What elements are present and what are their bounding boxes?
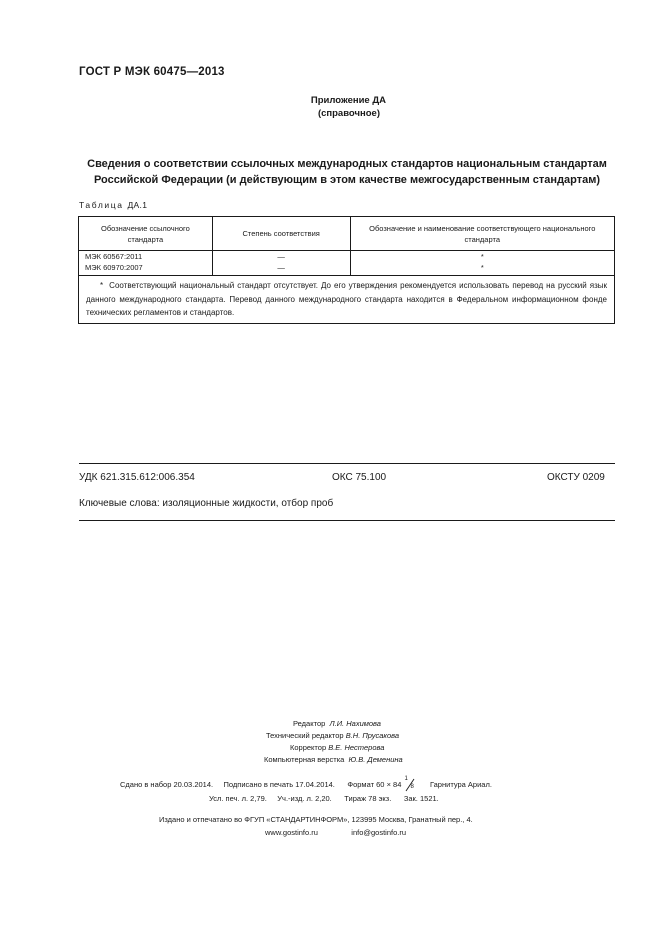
table-cell-standard: МЭК 60970:2007 (79, 262, 213, 276)
imprint-website: www.gostinfo.ru (265, 828, 318, 837)
credit-tech-editor-name: В.Н. Прусакова (345, 731, 400, 740)
column-header-reference: Обозначение ссылочного стандарта (79, 217, 213, 251)
table-label (79, 200, 147, 210)
credit-corrector (290, 743, 384, 752)
reference-standards-table (78, 216, 615, 324)
divider-top (79, 463, 615, 464)
imprint-pub-sheets: Уч.-изд. л. 2,20. (277, 794, 332, 803)
table-header-row (79, 217, 615, 251)
imprint-signed: Подписано в печать 17.04.2014. (223, 780, 335, 789)
credit-tech-editor-label: Технический редактор (266, 731, 344, 740)
imprint-publisher: Издано и отпечатано во ФГУП «СТАНДАРТИНФОРМ», 123995 Москва, Гранатный пер., 4. (159, 815, 473, 824)
section-heading-line-1: Сведения о соответствии ссылочных международных стандартов национальным стандартам (87, 158, 607, 170)
divider-bottom (79, 520, 615, 521)
note-marker: * (100, 281, 104, 290)
table-row (79, 251, 615, 263)
fraction-one-eighth (403, 776, 417, 791)
fraction-denominator: 8 (410, 784, 414, 791)
credit-editor-name: Л.И. Нахимова (329, 719, 381, 728)
column-header-degree: Степень соответствия (212, 217, 350, 251)
imprint-print-sheets: Усл. печ. л. 2,79. (209, 794, 267, 803)
table-label-number: ДА.1 (127, 200, 148, 210)
table-cell-standard: МЭК 60567:2011 (79, 251, 213, 263)
table-cell-national: * (350, 251, 614, 263)
imprint-order: Зак. 1521. (403, 794, 439, 803)
table-cell-degree: — (212, 262, 350, 276)
udk-code: УДК 621.315.612:006.354 (79, 472, 195, 483)
imprint-format-label: Формат 60 (347, 780, 385, 789)
imprint-format-times: × (386, 780, 391, 789)
imprint-line-1 (120, 776, 492, 791)
imprint-contacts (265, 828, 406, 837)
imprint-circulation: Тираж 78 экз. (344, 794, 392, 803)
imprint-typeface: Гарнитура Ариал. (430, 780, 492, 789)
credit-layout-name: Ю.В. Деменина (348, 755, 403, 764)
note-text: Соответствующий национальный стандарт отсутствует. До его утверждения рекомендуется использовать перевод на русский язык данного международного стандарта. Перевод данного международного стандарта находится в Федеральном информационном фонде технических регламентов и стандартов. (86, 281, 607, 317)
table-note-row (79, 276, 615, 324)
okstu-code: ОКСТУ 0209 (547, 472, 605, 483)
appendix-subtitle: (справочное) (317, 108, 380, 119)
imprint-email: info@gostinfo.ru (351, 828, 407, 837)
oks-code: ОКС 75.100 (332, 472, 387, 483)
credit-corrector-name: В.Е. Нестерова (328, 743, 385, 752)
credit-editor-label: Редактор (293, 719, 326, 728)
table-row (79, 262, 615, 276)
fraction-numerator: 1 (404, 776, 408, 783)
credit-corrector-label: Корректор (290, 743, 327, 752)
table-cell-national: * (350, 262, 614, 276)
credit-tech-editor (266, 731, 399, 740)
credit-editor (293, 719, 381, 728)
section-heading-line-2: Российской Федерации (и действующим в этом качестве межгосударственным стандартам) (93, 174, 601, 186)
imprint-sent-to-set: Сдано в набор 20.03.2014. (120, 780, 214, 789)
imprint-line-2 (209, 794, 439, 803)
table-note (79, 276, 615, 324)
credit-layout-label: Компьютерная верстка (264, 755, 345, 764)
table-label-prefix: Таблица (79, 200, 124, 210)
column-header-national: Обозначение и наименование соответствующего национального стандарта (350, 217, 614, 251)
keywords: Ключевые слова: изоляционные жидкости, отбор проб (79, 498, 334, 509)
section-heading (79, 156, 615, 188)
credit-layout (264, 755, 403, 764)
appendix-title: Приложение ДА (310, 95, 386, 106)
document-code: ГОСТ Р МЭК 60475—2013 (79, 66, 225, 78)
table-cell-degree: — (212, 251, 350, 263)
imprint-format-value: 84 (393, 780, 402, 789)
